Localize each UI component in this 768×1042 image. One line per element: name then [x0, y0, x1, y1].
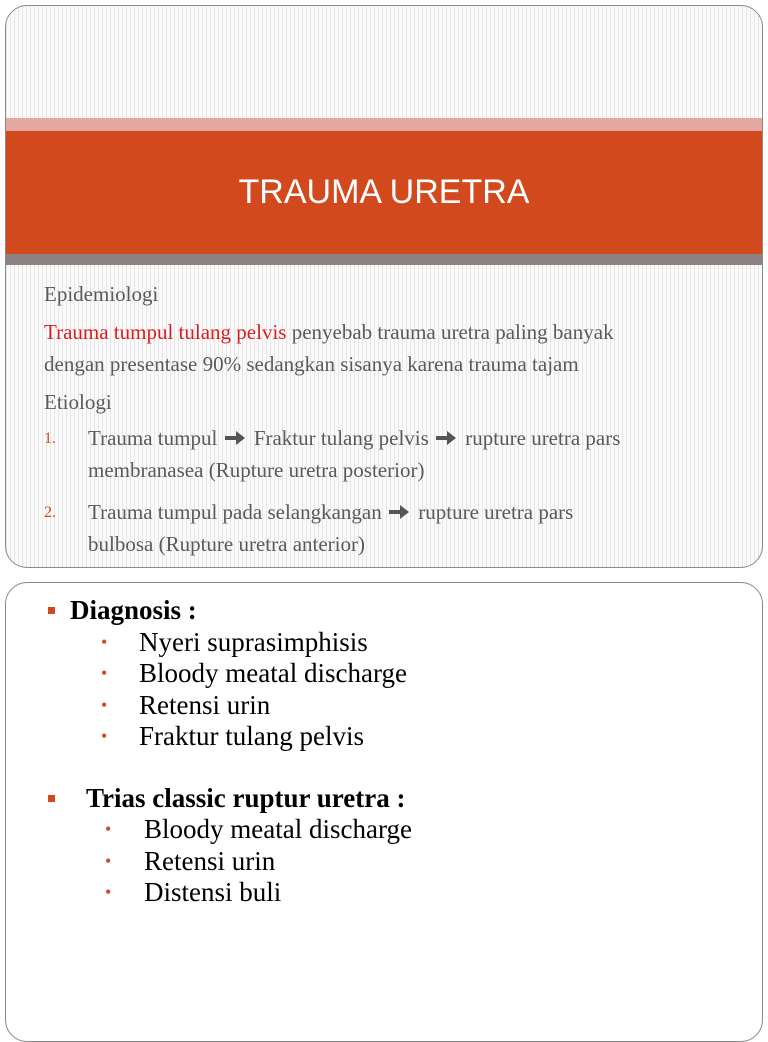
slide-2 — [5, 582, 763, 1042]
square-bullet-icon — [48, 795, 55, 802]
slide-2-body — [46, 595, 412, 909]
bullet-icon: • — [105, 882, 112, 902]
paragraph-text: penyebab trauma uretra paling banyak — [286, 320, 614, 344]
slide-title: TRAUMA URETRA — [238, 173, 530, 211]
bullet-icon: • — [101, 631, 108, 652]
bullet-icon: • — [105, 819, 112, 839]
arrow-right-icon — [225, 430, 247, 446]
highlight-text: Trauma tumpul tulang pelvis — [44, 320, 287, 344]
list-item-text: rupture uretra pars — [465, 426, 621, 450]
bullet-icon: • — [105, 850, 112, 871]
bullet-icon: • — [101, 663, 108, 683]
trias-heading — [46, 783, 412, 815]
list-item: • Bloody meatal discharge — [105, 814, 412, 844]
list-item-text: Trauma tumpul — [88, 426, 218, 450]
trias-section — [46, 783, 412, 909]
list-item: • Retensi urin — [101, 689, 271, 720]
list-item — [44, 422, 744, 486]
heading-epidemiologi: Epidemiologi — [44, 282, 159, 306]
paragraph-text-line2: dengan presentase 90% sedangkan sisanya karena trauma tajam — [44, 352, 579, 376]
list-item: • Nyeri suprasimphisis — [101, 626, 368, 657]
etiologi-list — [44, 422, 744, 560]
heading-text: Trias classic ruptur uretra : — [86, 782, 406, 813]
divider-strip — [6, 254, 762, 265]
trias-list — [46, 814, 412, 909]
epidemiologi-paragraph — [44, 316, 744, 380]
list-number: 2. — [44, 504, 56, 521]
slide-1-body — [44, 278, 744, 568]
list-item: • Distensi buli — [105, 877, 282, 907]
accent-strip — [6, 118, 762, 131]
diagnosis-list — [46, 627, 412, 753]
slide-1 — [5, 5, 763, 568]
heading-etiologi: Etiologi — [44, 390, 112, 414]
list-item: • Bloody meatal discharge — [101, 658, 407, 688]
bullet-icon: • — [101, 726, 108, 746]
square-bullet-icon — [48, 607, 55, 614]
diagnosis-section — [46, 595, 412, 753]
arrow-right-icon — [436, 430, 458, 446]
diagnosis-heading — [46, 595, 412, 627]
list-item-text: rupture uretra pars — [418, 500, 574, 524]
heading-text: Diagnosis : — [70, 595, 197, 625]
list-item-text-line2: membranasea (Rupture uretra posterior) — [88, 458, 425, 482]
list-item: • Fraktur tulang pelvis — [101, 721, 364, 751]
title-bar — [6, 131, 762, 254]
list-item-text: Trauma tumpul pada selangkangan — [88, 500, 382, 524]
list-item — [44, 496, 744, 560]
list-number: 1. — [44, 430, 56, 447]
bullet-icon: • — [101, 694, 108, 715]
list-item-text: Fraktur tulang pelvis — [253, 426, 429, 450]
arrow-right-icon — [389, 504, 411, 520]
list-item: • Retensi urin — [105, 845, 276, 876]
list-item-text-line2: bulbosa (Rupture uretra anterior) — [88, 532, 365, 556]
